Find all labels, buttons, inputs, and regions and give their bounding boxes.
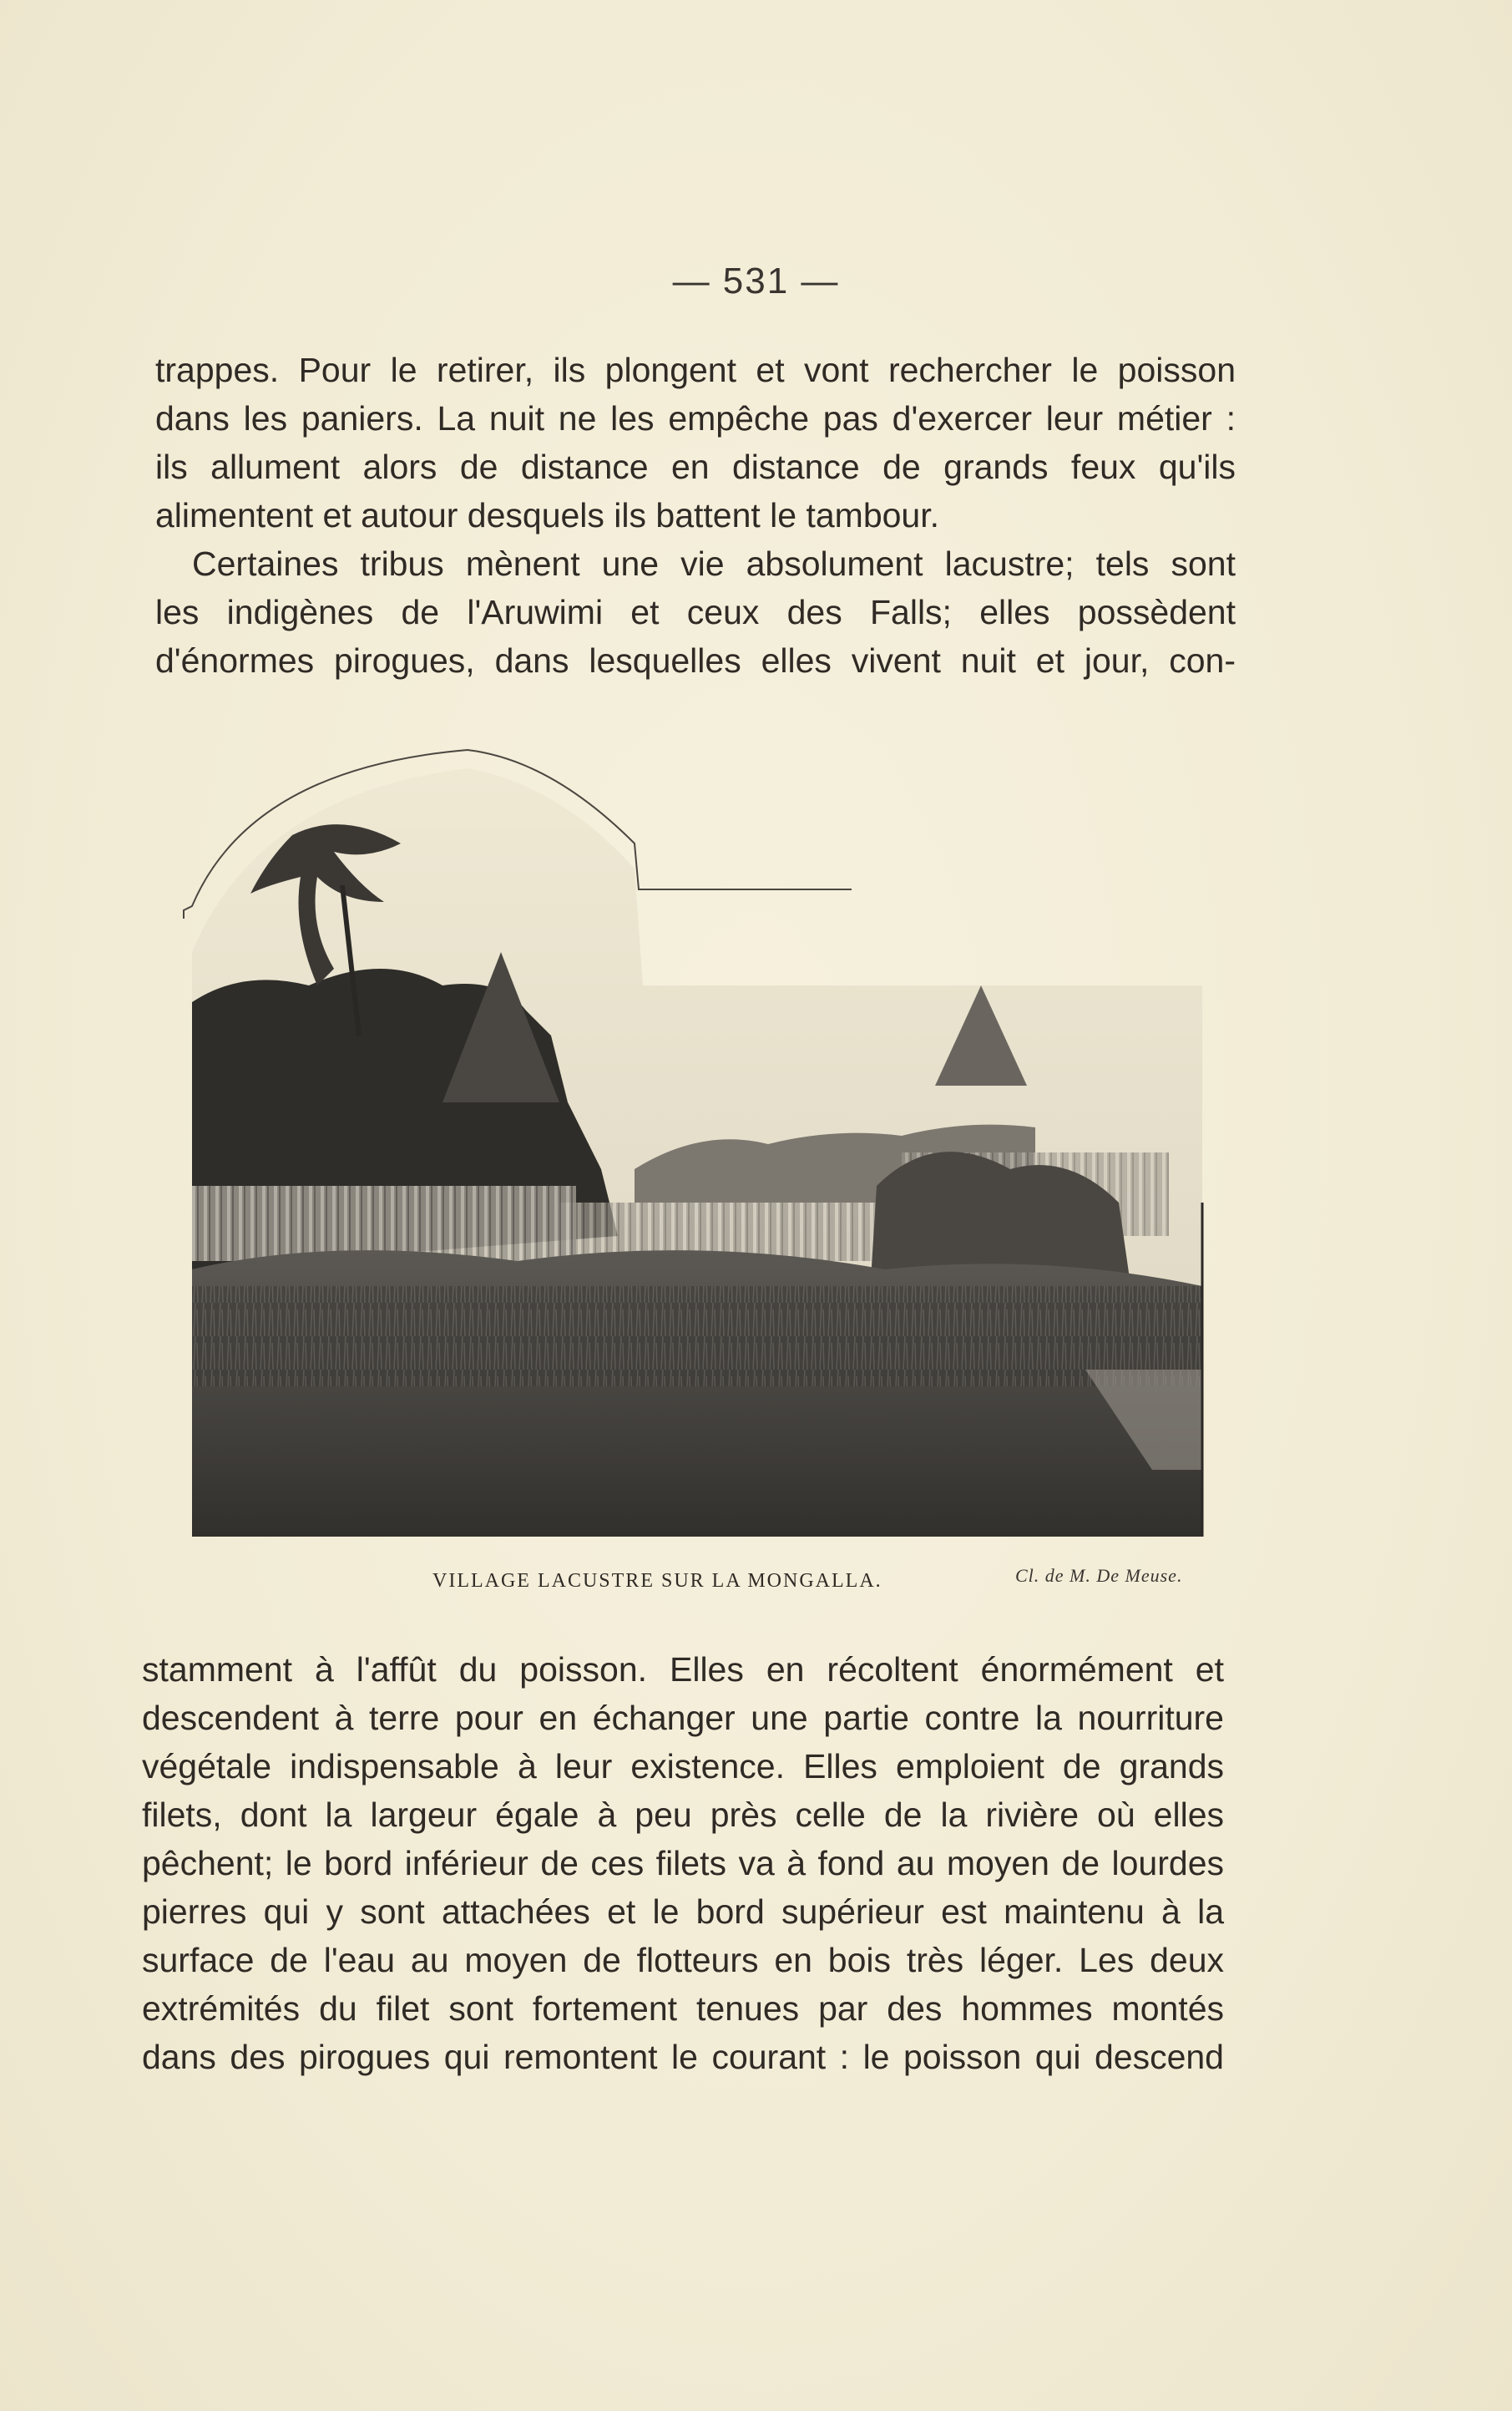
text-line: végétale indispensable à leur existence. Elles emploient de grands xyxy=(142,1747,1224,1785)
fence-left xyxy=(192,1186,576,1261)
paragraph-block-top xyxy=(155,346,1236,685)
text-line: stamment à l'affût du poisson. Elles en récoltent énormément et xyxy=(142,1650,1224,1689)
page-number: — 531 — xyxy=(672,261,840,301)
text-line: extrémités du filet sont fortement tenues par des hommes montés xyxy=(142,1989,1224,2028)
text-line: dans des pirogues qui remontent le courant : le poisson qui descend xyxy=(142,2038,1224,2076)
text-line: ils allument alors de distance en distance de grands feux qu'ils xyxy=(155,448,1236,486)
text-line: pêchent; le bord inférieur de ces filets va à fond au moyen de lourdes xyxy=(142,1844,1224,1882)
text-line: pierres qui y sont attachées et le bord supérieur est maintenu à la xyxy=(142,1892,1224,1931)
text-line: alimentent et autour desquels ils battent le tambour. xyxy=(155,496,940,534)
text-line: descendent à terre pour en échanger une partie contre la nourriture xyxy=(142,1699,1224,1737)
text-line: d'énormes pirogues, dans lesquelles elles vivent nuit et jour, con- xyxy=(155,641,1236,680)
text-line: trappes. Pour le retirer, ils plongent et vont rechercher le poisson xyxy=(155,351,1236,389)
text-line: dans les paniers. La nuit ne les empêche pas d'exercer leur métier : xyxy=(155,399,1236,438)
text-line: surface de l'eau au moyen de flotteurs en bois très léger. Les deux xyxy=(142,1941,1224,1979)
text-line: filets, dont la largeur égale à peu près celle de la rivière où elles xyxy=(142,1796,1224,1834)
paragraph-block-bottom xyxy=(142,1645,1224,2081)
text-line: Certaines tribus mènent une vie absolument lacustre; tels sont xyxy=(192,545,1236,583)
village-photograph xyxy=(167,735,1219,1537)
text-line: les indigènes de l'Aruwimi et ceux des Falls; elles possèdent xyxy=(155,593,1236,631)
tall-grass xyxy=(192,1286,1202,1386)
photo-credit: Cl. de M. De Meuse. xyxy=(1015,1565,1183,1586)
figure-caption: VILLAGE LACUSTRE SUR LA MONGALLA. xyxy=(432,1570,882,1592)
